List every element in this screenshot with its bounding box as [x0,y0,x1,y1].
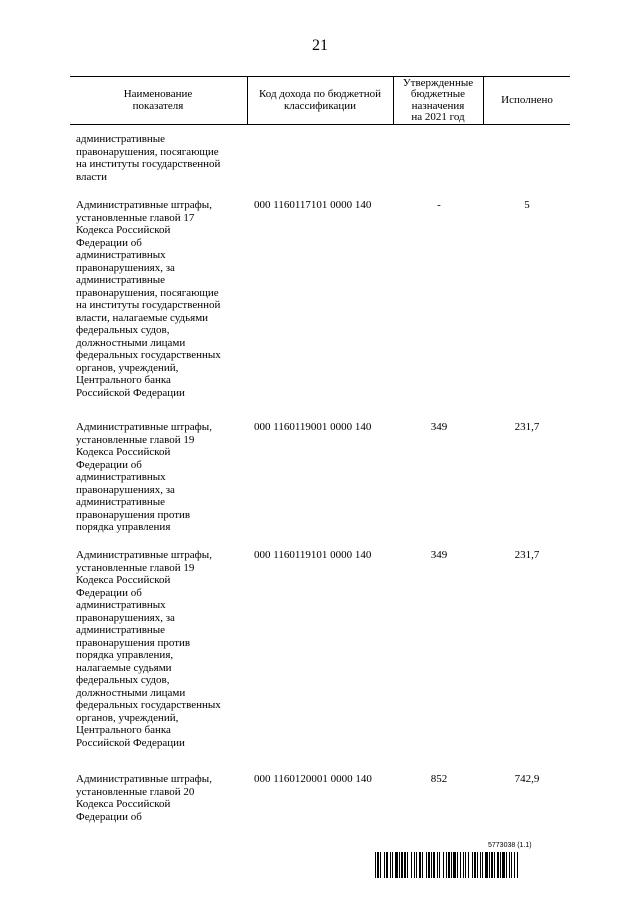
table-row-approved: 852 [430,773,448,785]
header-code-text: Код дохода по бюджетной классификации [258,88,382,112]
header-name-text: Наименование показателя [123,88,193,112]
table-row-name: Административные штрафы, установленные главой 20 Кодекса Российской Федерации об [76,773,212,823]
barcode-stripe [518,852,519,878]
table-row-name: административные правонарушения, посягающие на институты государственной власти [76,133,221,183]
page-number: 21 [312,37,328,54]
header-code [248,78,392,123]
table-row-done: 231,7 [514,549,540,561]
table-row-approved: 349 [430,421,448,433]
table-row-approved: - [437,199,441,211]
header-done-text: Исполнено [501,93,553,106]
table-row-name: Административные штрафы, установленные главой 19 Кодекса Российской Федерации об административных правонарушениях, за административные правонарушения против порядка управления, налагаемые судьями федеральных судов, должностными лицами федеральных государственных органов, учреждений, Центрального банка Российской Федерации [76,549,221,749]
table-row-code: 000 1160117101 0000 140 [254,199,372,211]
header-approved [394,78,482,123]
table-row-approved: 349 [430,549,448,561]
header-done [484,78,570,123]
table-row-code: 000 1160119101 0000 140 [254,549,372,561]
table-row-code: 000 1160119001 0000 140 [254,421,372,433]
table-row-done: 742,9 [514,773,540,785]
table-top-rule [70,76,570,77]
table-row-name: Административные штрафы, установленные главой 17 Кодекса Российской Федерации об административных правонарушениях, за административные правонарушения, посягающие на институты государственной власти, налагаемые судьями федеральных судов, должностными лицами федеральных государственных органов, учреждений, Центрального банка Российской Федерации [76,199,221,399]
header-approved-text: Утвержденные бюджетные назначения на 2021 год [402,76,474,123]
table-row-code: 000 1160120001 0000 140 [254,773,372,785]
barcode-image [375,852,587,878]
table-row-name: Административные штрафы, установленные главой 19 Кодекса Российской Федерации об административных правонарушениях, за административные правонарушения против порядка управления [76,421,212,533]
table-row-done: 5 [524,199,530,211]
header-name [70,78,246,123]
table-row-done: 231,7 [514,421,540,433]
barcode-label: 5773038 (1.1) [488,842,532,849]
header-bottom-rule [70,124,570,125]
